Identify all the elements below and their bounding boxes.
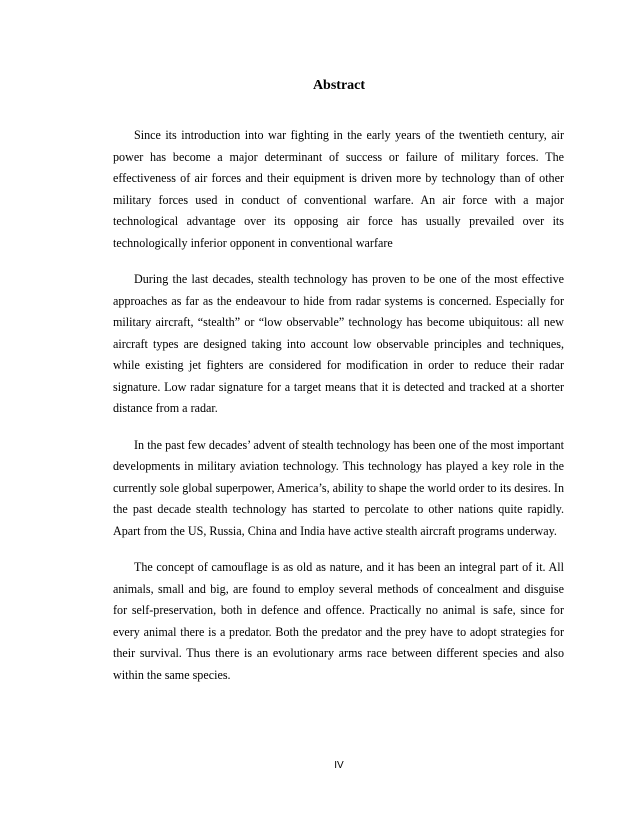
page-title: Abstract xyxy=(312,78,366,93)
abstract-body xyxy=(113,125,564,701)
paragraph-2: During the last decades, stealth technology has proven to be one of the most effective approaches as far as the endeavour to hide from radar systems is concerned. Especially for military aircraft, “stealth” or “low observable” technology has become ubiquitous: all new aircraft types are designed taking into account low observable principles and techniques, while existing jet fighters are considered for modification in order to reduce their radar signature. Low radar signature for a target means that it is detected and tracked at a shorter distance from a radar. xyxy=(113,272,564,415)
paragraph-3: In the past few decades’ advent of stealth technology has been one of the most important developments in military aviation technology. This technology has played a key role in the currently sole global superpower, America’s, ability to shape the world order to its desires. In the past decade stealth technology has started to percolate to other nations quite rapidly. Apart from the US, Russia, China and India have active stealth aircraft programs underway. xyxy=(113,437,564,538)
page-number: IV xyxy=(334,760,344,771)
paragraph-1: Since its introduction into war fighting in the early years of the twentieth century, air power has become a major determinant of success or failure of military forces. The effectiveness of air forces and their equipment is driven more by technology than of other military forces used in conduct of conventional warfare. An air force with a major technological advantage over its opposing air force has usually prevailed over its technologically inferior opponent in conventional warfare xyxy=(113,128,564,250)
paragraph-4: The concept of camouflage is as old as nature, and it has been an integral part of it. All animals, small and big, are found to employ several methods of concealment and disguise for self-preservation, both in defence and offence. Practically no animal is safe, since for every animal there is a predator. Both the predator and the prey have to adopt strategies for their survival. Thus there is an evolutionary arms race between different species and also within the same species. xyxy=(113,560,564,682)
